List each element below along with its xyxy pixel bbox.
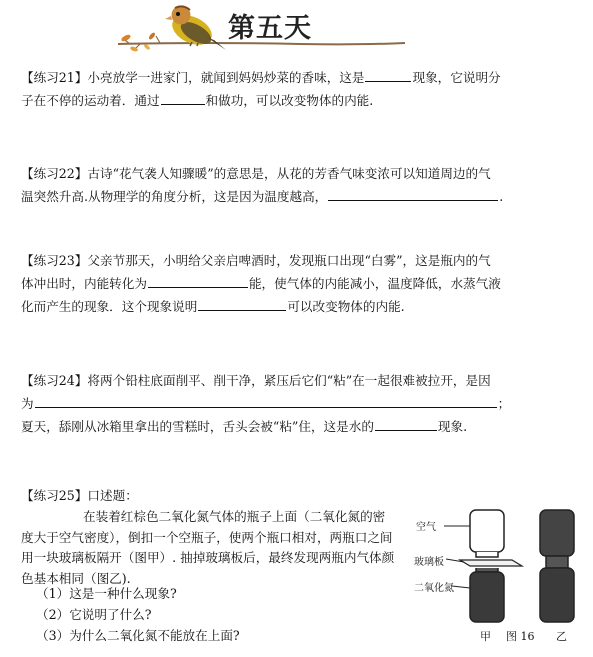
- exercise-text: 现象.: [437, 419, 468, 434]
- exercise-text: 化而产生的现象．这个现象说明: [21, 299, 198, 314]
- exercise-23: [21, 250, 573, 318]
- exercise-text: 用一块玻璃板隔开（图甲）. 抽掉玻璃板后，最终发现两瓶内气体颜: [21, 550, 395, 565]
- exercise-text: 度大于空气密度），倒扣一个空瓶子，使两个瓶口相对，两瓶口之间: [21, 529, 393, 545]
- jar-mixed-icon: [540, 510, 574, 622]
- exercise-text: 将两个铅柱底面削平、削干净，紧压后它们“粘”在一起很难被拉开，是因: [87, 373, 491, 388]
- jar-air-icon: [470, 510, 504, 557]
- page-header: [0, 0, 593, 58]
- exercise-text: 口述题：: [87, 488, 138, 503]
- exercise-text: 夏天，舔刚从冰箱里拿出的雪糕时，舌头会被“粘”住，这是水的: [21, 419, 374, 434]
- exercise-text: 能，使气体的内能减小，温度降低，水蒸气液: [248, 276, 501, 291]
- exercise-label: 【练习22】: [21, 166, 88, 181]
- question-2: （2）它说明了什么?: [36, 607, 152, 622]
- glass-plate-icon: [460, 560, 522, 566]
- answer-blank[interactable]: [35, 392, 497, 408]
- figure-caption: 图 16: [506, 630, 535, 643]
- exercise-24: [21, 370, 573, 438]
- label-glass-plate: 玻璃板: [414, 557, 444, 568]
- answer-blank[interactable]: [365, 66, 411, 82]
- answer-blank[interactable]: [161, 89, 205, 105]
- exercise-text: .: [499, 189, 504, 204]
- page-title: 第五天: [228, 13, 312, 44]
- exercise-text: 小亮放学一进家门，就闻到妈妈炒菜的香味，这是: [87, 70, 365, 85]
- exercise-label: 【练习21】: [21, 70, 88, 85]
- question-1: （1）这是一种什么现象?: [36, 586, 177, 601]
- exercise-text: 古诗“花气袭人知骤暖”的意思是，从花的芳香气味变浓可以知道周边的气: [87, 166, 491, 181]
- exercise-22: [21, 163, 573, 208]
- exercise-text: 现象，它说明分: [412, 70, 501, 85]
- exercise-text: 体冲出时，内能转化为: [21, 276, 147, 291]
- exercise-text: 可以改变物体的内能.: [287, 299, 405, 314]
- label-air: 空气: [416, 522, 436, 533]
- exercise-label: 【练习23】: [21, 253, 88, 268]
- caption-left: 甲: [480, 630, 491, 643]
- jar-no2-icon: [470, 568, 504, 622]
- exercise-text: 为: [21, 396, 34, 411]
- exercise-label: 【练习24】: [21, 373, 88, 388]
- exercise-text: 父亲节那天，小明给父亲启啤酒时，发现瓶口出现“白雾”，这是瓶内的气: [87, 253, 491, 268]
- exercise-text: 子在不停的运动着．通过: [21, 93, 160, 108]
- exercise-21: [21, 66, 573, 112]
- exercise-text: 温突然升高.从物理学的角度分析，这是因为温度越高，: [21, 189, 328, 204]
- label-no2: 二氧化氮: [414, 583, 454, 594]
- answer-blank[interactable]: [375, 415, 437, 431]
- question-3: （3）为什么二氧化氮不能放在上面?: [36, 628, 240, 643]
- exercise-label: 【练习25】: [21, 488, 88, 503]
- diffusion-figure: [414, 500, 582, 648]
- exercise-text: 和做功，可以改变物体的内能.: [205, 93, 374, 108]
- answer-blank[interactable]: [148, 272, 248, 288]
- answer-blank[interactable]: [328, 185, 498, 201]
- exercise-text: 在装着红棕色二氧化氮气体的瓶子上面（二氧化氮的密: [83, 509, 386, 524]
- exercise-body: [21, 507, 411, 589]
- exercise-text: 色基本相同（图乙).: [21, 570, 131, 586]
- answer-blank[interactable]: [198, 295, 286, 311]
- caption-right: 乙: [556, 630, 567, 643]
- exercise-text: ；: [497, 396, 511, 411]
